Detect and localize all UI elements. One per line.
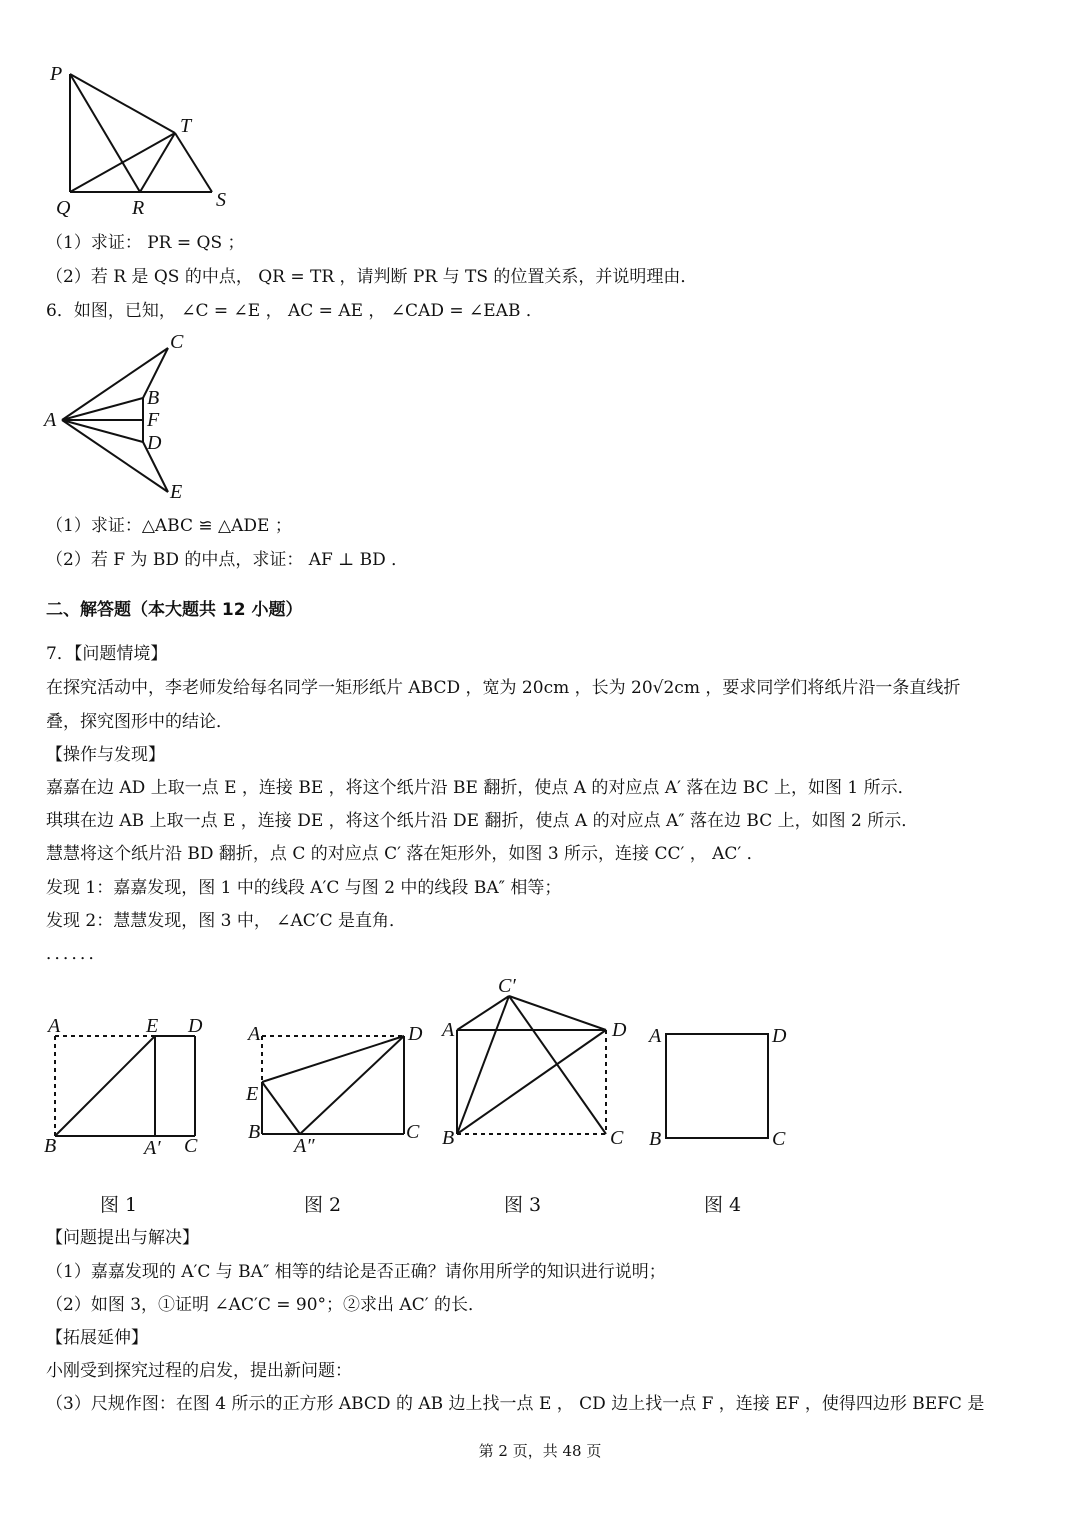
fig4-label-b: B (649, 1128, 662, 1150)
point-label-q: Q (56, 197, 71, 219)
q7-context-line2: 叠，探究图形中的结论． (46, 712, 233, 732)
q7-op2: 琪琪在边 AB 上取一点 E ，连接 DE ，将这个纸片沿 DE 翻折，使点 A 的对应点 A″ 落在边 BC 上，如图 2 所示． (46, 811, 919, 831)
fig1-label-d: D (188, 1015, 203, 1037)
point-label-b: B (147, 387, 160, 409)
point-label-c: C (170, 331, 184, 353)
fig2-label-e: E (246, 1083, 259, 1105)
q7-find2: 发现 2：慧慧发现，图 3 中， ∠AC′C 是直角． (46, 911, 407, 931)
fig3-label-b: B (442, 1127, 455, 1149)
fig2-label-a: A (248, 1023, 261, 1045)
q7-s2: （2）如图 3，①证明 ∠AC′C = 90°；②求出 AC′ 的长． (46, 1295, 485, 1315)
fig3-label-d: D (612, 1019, 627, 1041)
fig2-label-d: D (408, 1023, 423, 1045)
q5-part1: （1）求证： PR = QS ； (46, 233, 245, 253)
fig1-caption: 图 1 (100, 1194, 138, 1216)
fig3-label-c-prime: C′ (498, 975, 516, 997)
q5-part2: （2）若 R 是 QS 的中点， QR = TR ，请判断 PR 与 TS 的位置关系，并说明理由． (46, 267, 698, 287)
fig1-label-a: A (48, 1015, 61, 1037)
fig2-label-c: C (406, 1121, 420, 1143)
fig4-caption: 图 4 (704, 1194, 742, 1216)
q7-op3: 慧慧将这个纸片沿 BD 翻折，点 C 的对应点 C′ 落在矩形外，如图 3 所示，连接 CC′ ， AC′ ． (46, 844, 764, 864)
fig1-label-a-prime: A′ (144, 1137, 161, 1159)
q7-context-line1: 在探究活动中，李老师发给每名同学一矩形纸片 ABCD ，宽为 20cm ，长为 20√2cm ，要求同学们将纸片沿一条直线折 (46, 678, 961, 698)
q7-ext-intro: 小刚受到探究过程的启发，提出新问题： (46, 1361, 352, 1381)
fig4-label-d: D (772, 1025, 787, 1047)
fig1-label-e: E (146, 1015, 159, 1037)
q7-op-heading: 【操作与发现】 (46, 745, 165, 765)
q7-s1: （1）嘉嘉发现的 A′C 与 BA″ 相等的结论是否正确？请你用所学的知识进行说明； (46, 1262, 666, 1282)
fig1-label-b: B (44, 1135, 57, 1157)
q7-solve-heading: 【问题提出与解决】 (46, 1228, 199, 1248)
fig1-label-c: C (184, 1135, 198, 1157)
fig2-label-b: B (248, 1121, 261, 1143)
q7-op1: 嘉嘉在边 AD 上取一点 E ，连接 BE ，将这个纸片沿 BE 翻折，使点 A 的对应点 A′ 落在边 BC 上，如图 1 所示． (46, 778, 915, 798)
fig3-label-a: A (442, 1019, 455, 1041)
q6-part2: （2）若 F 为 BD 的中点，求证： AF ⊥ BD ． (46, 550, 409, 570)
fig4-label-a: A (649, 1025, 662, 1047)
point-label-p: P (50, 63, 63, 85)
q7-ext-heading: 【拓展延伸】 (46, 1328, 148, 1348)
q7-s3: （3）尺规作图：在图 4 所示的正方形 ABCD 的 AB 边上找一点 E ， CD 边上找一点 F ，连接 EF ，使得四边形 BEFC 是 (46, 1394, 985, 1414)
point-label-d: D (147, 432, 162, 454)
fig3-label-c: C (610, 1127, 624, 1149)
section-title: 二、解答题（本大题共 12 小题） (46, 600, 303, 620)
fig3-caption: 图 3 (504, 1194, 542, 1216)
point-label-s: S (216, 189, 226, 211)
point-label-f: F (147, 409, 160, 431)
point-label-r: R (132, 197, 145, 219)
fig2-label-a-dprime: A″ (294, 1135, 315, 1157)
q7-find1: 发现 1：嘉嘉发现，图 1 中的线段 A′C 与图 2 中的线段 BA″ 相等； (46, 878, 562, 898)
fig2-caption: 图 2 (304, 1194, 342, 1216)
q7-heading: 7．【问题情境】 (46, 644, 168, 664)
point-label-e: E (170, 481, 183, 503)
point-label-a: A (44, 409, 57, 431)
q7-dots: ．．．．．． (46, 944, 106, 964)
q6-stem: 6．如图，已知， ∠C = ∠E ， AC = AE ， ∠CAD = ∠EAB ． (46, 301, 543, 321)
fig4-label-c: C (772, 1128, 786, 1150)
q6-part1: （1）求证：△ABC ≌ △ADE ； (46, 516, 292, 536)
page-footer: 第 2 页，共 48 页 (478, 1442, 602, 1460)
point-label-t: T (180, 115, 192, 137)
